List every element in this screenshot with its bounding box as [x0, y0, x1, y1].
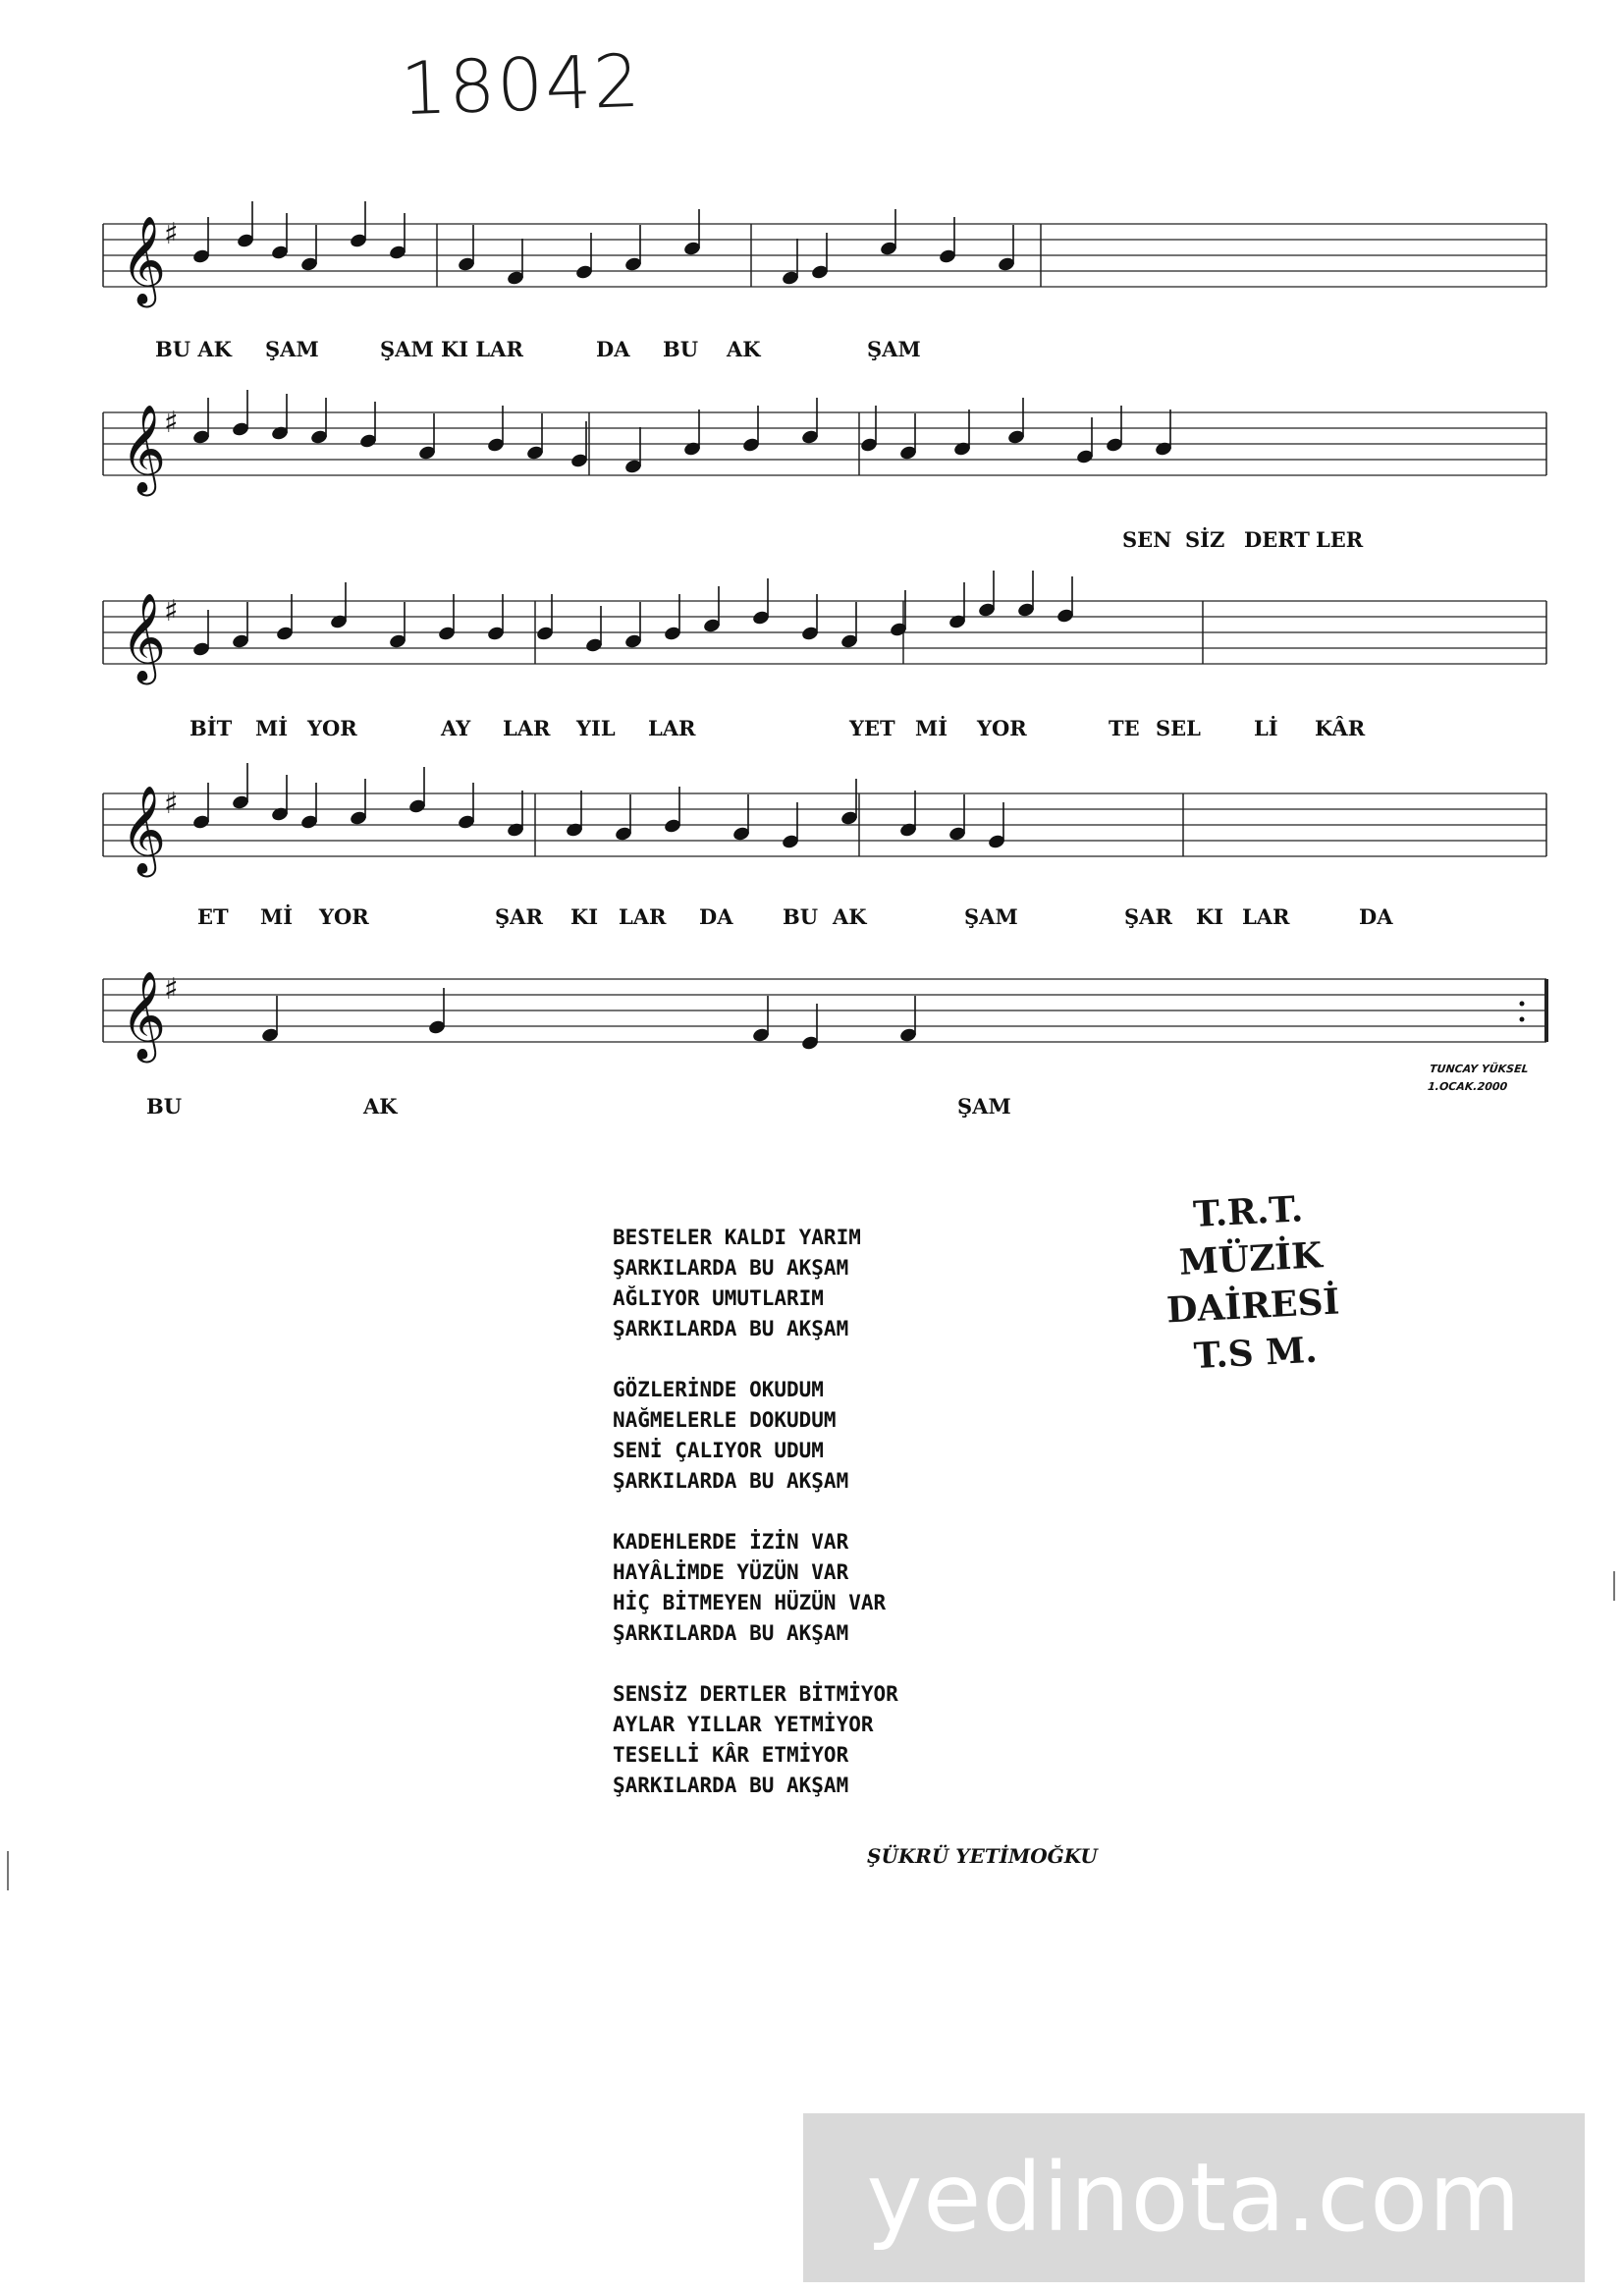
staff-3	[103, 586, 1546, 682]
lyric-syllable: SEL	[1156, 716, 1201, 740]
lyric-syllable: SİZ	[1185, 527, 1225, 552]
poem-line: NAĞMELERLE DOKUDUM	[613, 1408, 837, 1432]
poet-name: ŞÜKRÜ YETİMOĞKU	[867, 1844, 1098, 1868]
transcriber-credit	[1427, 1061, 1529, 1096]
treble-clef-icon: 𝄞	[121, 216, 167, 304]
lyrics-line-4	[103, 904, 1546, 934]
staff-3-svg	[103, 586, 1546, 682]
poem-line: ŞARKILARDA BU AKŞAM	[613, 1317, 849, 1340]
lyric-syllable: DA	[1359, 904, 1393, 929]
transcription-date: 1.OCAK.2000	[1427, 1080, 1508, 1093]
lyric-syllable: DERT	[1244, 527, 1310, 552]
lyric-syllable: ŞAM	[964, 904, 1018, 929]
poem-line: TESELLİ KÂR ETMİYOR	[613, 1743, 849, 1767]
lyric-syllable: ŞAM	[265, 337, 319, 361]
treble-clef-icon: 𝄞	[121, 786, 167, 874]
lyric-syllable: AK	[727, 337, 761, 361]
lyric-syllable: ŞAM	[957, 1094, 1011, 1119]
lyric-syllable: BU	[783, 904, 819, 929]
lyric-syllable: YOR	[319, 904, 369, 929]
staff-4-svg	[103, 779, 1546, 874]
lyric-syllable: YOR	[307, 716, 357, 740]
poem-line: SENİ ÇALIYOR UDUM	[613, 1439, 824, 1462]
lyric-syllable: Mİ	[915, 716, 948, 740]
staff-2-svg	[103, 398, 1546, 493]
staff-5-svg	[103, 964, 1546, 1060]
site-watermark	[803, 2113, 1585, 2282]
lyric-syllable: BU	[146, 1094, 183, 1119]
lyric-syllable: BİT	[189, 716, 233, 740]
poem-line: AĞLIYOR UMUTLARIM	[613, 1286, 824, 1310]
poem-line: HİÇ BİTMEYEN HÜZÜN VAR	[613, 1591, 887, 1614]
staff-4	[103, 779, 1546, 874]
stamp-line-1: T.R.T.	[1192, 1188, 1305, 1235]
lyric-syllable: BU AK	[155, 337, 232, 361]
lyric-syllable: ŞAR	[495, 904, 543, 929]
poem-line: ŞARKILARDA BU AKŞAM	[613, 1256, 849, 1280]
scan-edge-mark	[7, 1851, 9, 1890]
lyric-syllable: YET	[849, 716, 895, 740]
lyric-syllable: LAR	[503, 716, 551, 740]
treble-clef-icon: 𝄞	[121, 971, 167, 1060]
staff-5	[103, 964, 1546, 1060]
sharp-key-icon: ♯	[164, 217, 179, 251]
lyric-syllable: SEN	[1122, 527, 1172, 552]
lyric-syllable: AY	[441, 716, 471, 740]
lyric-syllable: ŞAM	[867, 337, 921, 361]
lyric-syllable: Mİ	[260, 904, 294, 929]
lyric-syllable: LAR	[619, 904, 667, 929]
lyric-syllable: LAR	[648, 716, 696, 740]
trt-stamp	[1085, 1179, 1419, 1385]
lyric-syllable: AK	[363, 1094, 398, 1119]
lyrics-line-3	[103, 716, 1546, 745]
lyric-syllable: DA	[699, 904, 733, 929]
treble-clef-icon: 𝄞	[121, 593, 167, 682]
lyric-syllable: YIL	[576, 716, 616, 740]
scan-edge-mark	[1613, 1571, 1615, 1601]
poem-line: ŞARKILARDA BU AKŞAM	[613, 1469, 849, 1493]
lyric-syllable: TE	[1109, 716, 1140, 740]
sharp-key-icon: ♯	[164, 406, 179, 440]
poem-stanza	[613, 1679, 1025, 1801]
poem-line: AYLAR YILLAR YETMİYOR	[613, 1713, 874, 1736]
poem-line: BESTELER KALDI YARIM	[613, 1226, 861, 1249]
lyric-syllable: Mİ	[255, 716, 289, 740]
lyric-syllable: KI	[1196, 904, 1224, 929]
sharp-key-icon: ♯	[164, 594, 179, 628]
lyric-syllable: YOR	[977, 716, 1027, 740]
staff-2	[103, 398, 1546, 493]
lyric-syllable: DA	[596, 337, 630, 361]
lyric-syllable: LAR	[1242, 904, 1290, 929]
sharp-key-icon: ♯	[164, 972, 179, 1007]
poem-line: SENSİZ DERTLER BİTMİYOR	[613, 1682, 898, 1706]
lyric-syllable: KI	[570, 904, 599, 929]
transcriber-name: TUNCAY YÜKSEL	[1429, 1063, 1530, 1075]
lyric-syllable: BU	[663, 337, 699, 361]
stamp-line-3: T.S M.	[1192, 1329, 1319, 1378]
lyric-syllable: AK	[833, 904, 867, 929]
poem-line: KADEHLERDE İZİN VAR	[613, 1530, 849, 1554]
poem-stanza	[613, 1223, 1025, 1344]
stamp-line-2: MÜZİK DAİRESİ	[1165, 1234, 1341, 1332]
lyrics-line-5	[103, 1094, 1546, 1123]
handwritten-catalog-number: 18042	[399, 38, 643, 133]
poem-stanza	[613, 1527, 1025, 1649]
lyric-syllable: KÂR	[1315, 716, 1366, 740]
lyric-syllable: ET	[197, 904, 229, 929]
lyric-syllable: ŞAM KI LAR	[380, 337, 523, 361]
poem-line: ŞARKILARDA BU AKŞAM	[613, 1621, 849, 1645]
lyric-syllable: Lİ	[1254, 716, 1278, 740]
treble-clef-icon: 𝄞	[121, 405, 167, 493]
poem-line: GÖZLERİNDE OKUDUM	[613, 1378, 824, 1401]
lyrics-line-2	[103, 527, 1546, 557]
watermark-text: yedinota.com	[866, 2143, 1522, 2253]
poem-stanza	[613, 1375, 1025, 1497]
poem-line: HAYÂLİMDE YÜZÜN VAR	[613, 1560, 849, 1584]
staff-1	[103, 209, 1546, 304]
repeat-dot	[1520, 1002, 1525, 1007]
lyrics-line-1	[103, 337, 1546, 366]
poem-line: ŞARKILARDA BU AKŞAM	[613, 1774, 849, 1797]
staff-1-svg	[103, 209, 1546, 304]
sharp-key-icon: ♯	[164, 787, 179, 821]
lyric-syllable: ŞAR	[1124, 904, 1172, 929]
lyrics-poem	[613, 1223, 1025, 1831]
lyric-syllable: LER	[1316, 527, 1364, 552]
repeat-dot	[1520, 1017, 1525, 1022]
